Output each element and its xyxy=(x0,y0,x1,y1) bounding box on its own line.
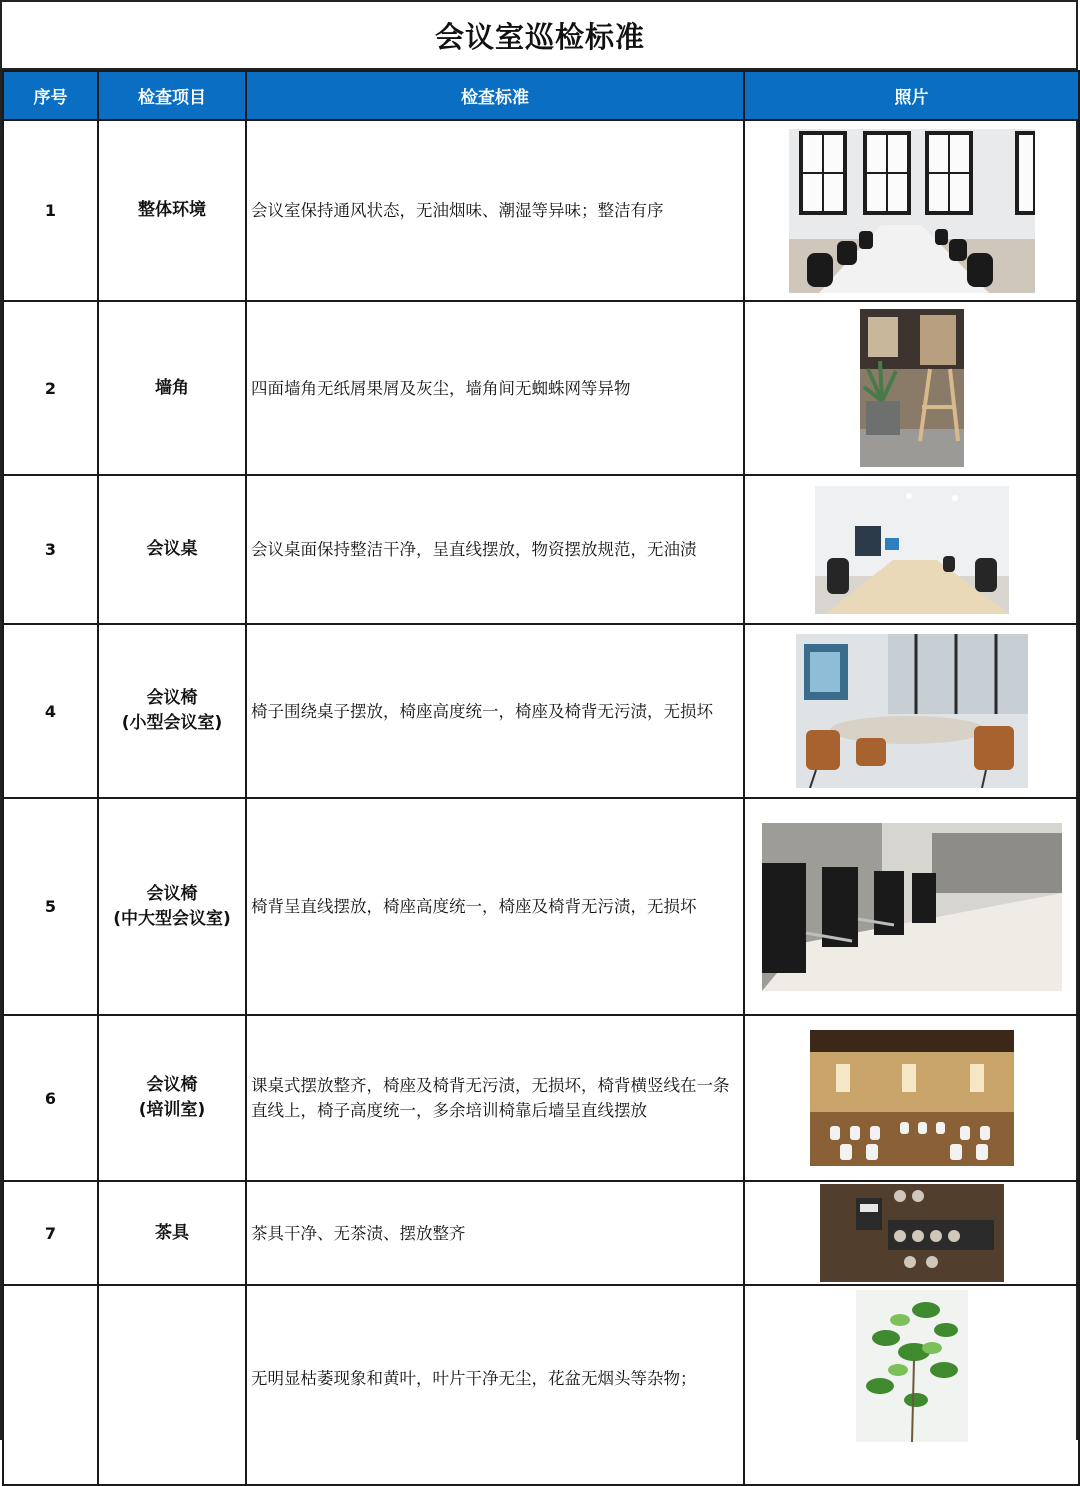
check-standard: 无明显枯萎现象和黄叶，叶片干净无尘，花盆无烟头等杂物； xyxy=(246,1285,744,1485)
check-standard: 课桌式摆放整齐，椅座及椅背无污渍，无损坏，椅背横竖线在一条直线上，椅子高度统一，多余培训椅靠后墙呈直线摆放 xyxy=(246,1015,744,1181)
table-row xyxy=(3,798,1079,1015)
photo-cell xyxy=(744,1181,1079,1285)
tea-set-photo xyxy=(820,1184,1004,1282)
bright-meeting-room-photo xyxy=(789,129,1035,293)
row-number: 4 xyxy=(3,624,98,798)
row-number: 1 xyxy=(3,120,98,301)
row-number xyxy=(3,1285,98,1485)
check-item-label: 墙角 xyxy=(155,377,189,398)
row-number: 6 xyxy=(3,1015,98,1181)
check-item-sublabel: (培训室) xyxy=(138,1100,206,1120)
photo-cell xyxy=(744,301,1079,475)
table-row xyxy=(3,624,1079,798)
check-item xyxy=(98,120,246,301)
row-number: 2 xyxy=(3,301,98,475)
check-item-label: 整体环境 xyxy=(138,200,206,220)
photo-cell xyxy=(744,120,1079,301)
check-item-sublabel: (小型会议室) xyxy=(121,713,223,733)
check-item xyxy=(98,1015,246,1181)
check-item-label: 会议桌 xyxy=(146,539,198,559)
photo-cell xyxy=(744,475,1079,624)
large-meeting-room-chairs-photo xyxy=(762,823,1062,991)
check-item xyxy=(98,798,246,1015)
check-item-label: 会议椅 xyxy=(146,688,198,708)
row-number: 5 xyxy=(3,798,98,1015)
check-standard: 会议室保持通风状态，无油烟味、潮湿等异味；整洁有序 xyxy=(246,120,744,301)
column-header-item: 检查项目 xyxy=(98,71,246,120)
check-standard: 椅背呈直线摆放，椅座高度统一，椅座及椅背无污渍，无损坏 xyxy=(246,798,744,1015)
training-room-chairs-photo xyxy=(810,1030,1014,1166)
table-row xyxy=(3,1285,1079,1485)
check-item-label: 茶具 xyxy=(155,1222,189,1243)
green-plant-photo xyxy=(856,1290,968,1442)
check-item xyxy=(98,1181,246,1285)
photo-cell xyxy=(744,624,1079,798)
conference-table-photo xyxy=(815,486,1009,614)
inspection-table xyxy=(2,70,1080,1486)
row-number: 3 xyxy=(3,475,98,624)
check-item xyxy=(98,624,246,798)
check-item xyxy=(98,301,246,475)
photo-cell xyxy=(744,1015,1079,1181)
check-standard: 茶具干净、无茶渍、摆放整齐 xyxy=(246,1181,744,1285)
page-title: 会议室巡检标准 xyxy=(2,0,1078,70)
column-header-no: 序号 xyxy=(3,71,98,120)
table-row xyxy=(3,120,1079,301)
table-row xyxy=(3,475,1079,624)
row-number: 7 xyxy=(3,1181,98,1285)
check-standard: 会议桌面保持整洁干净，呈直线摆放，物资摆放规范，无油渍 xyxy=(246,475,744,624)
check-item-label: 会议椅 xyxy=(146,883,198,904)
check-item-label: 会议椅 xyxy=(146,1075,198,1095)
check-item xyxy=(98,475,246,624)
check-item xyxy=(98,1285,246,1485)
table-row xyxy=(3,301,1079,475)
table-row xyxy=(3,1015,1079,1181)
table-row xyxy=(3,1181,1079,1285)
photo-cell xyxy=(744,798,1079,1015)
check-standard: 椅子围绕桌子摆放，椅座高度统一，椅座及椅背无污渍，无损坏 xyxy=(246,624,744,798)
column-header-photo: 照片 xyxy=(744,71,1079,120)
photo-cell xyxy=(744,1285,1079,1485)
wall-corner-plant-photo xyxy=(860,309,964,467)
check-standard: 四面墙角无纸屑果屑及灰尘，墙角间无蜘蛛网等异物 xyxy=(246,301,744,475)
check-item-sublabel: (中大型会议室) xyxy=(113,908,231,929)
small-meeting-room-chairs-photo xyxy=(796,634,1028,788)
table-header-row xyxy=(3,71,1079,120)
column-header-standard: 检查标准 xyxy=(246,71,744,120)
